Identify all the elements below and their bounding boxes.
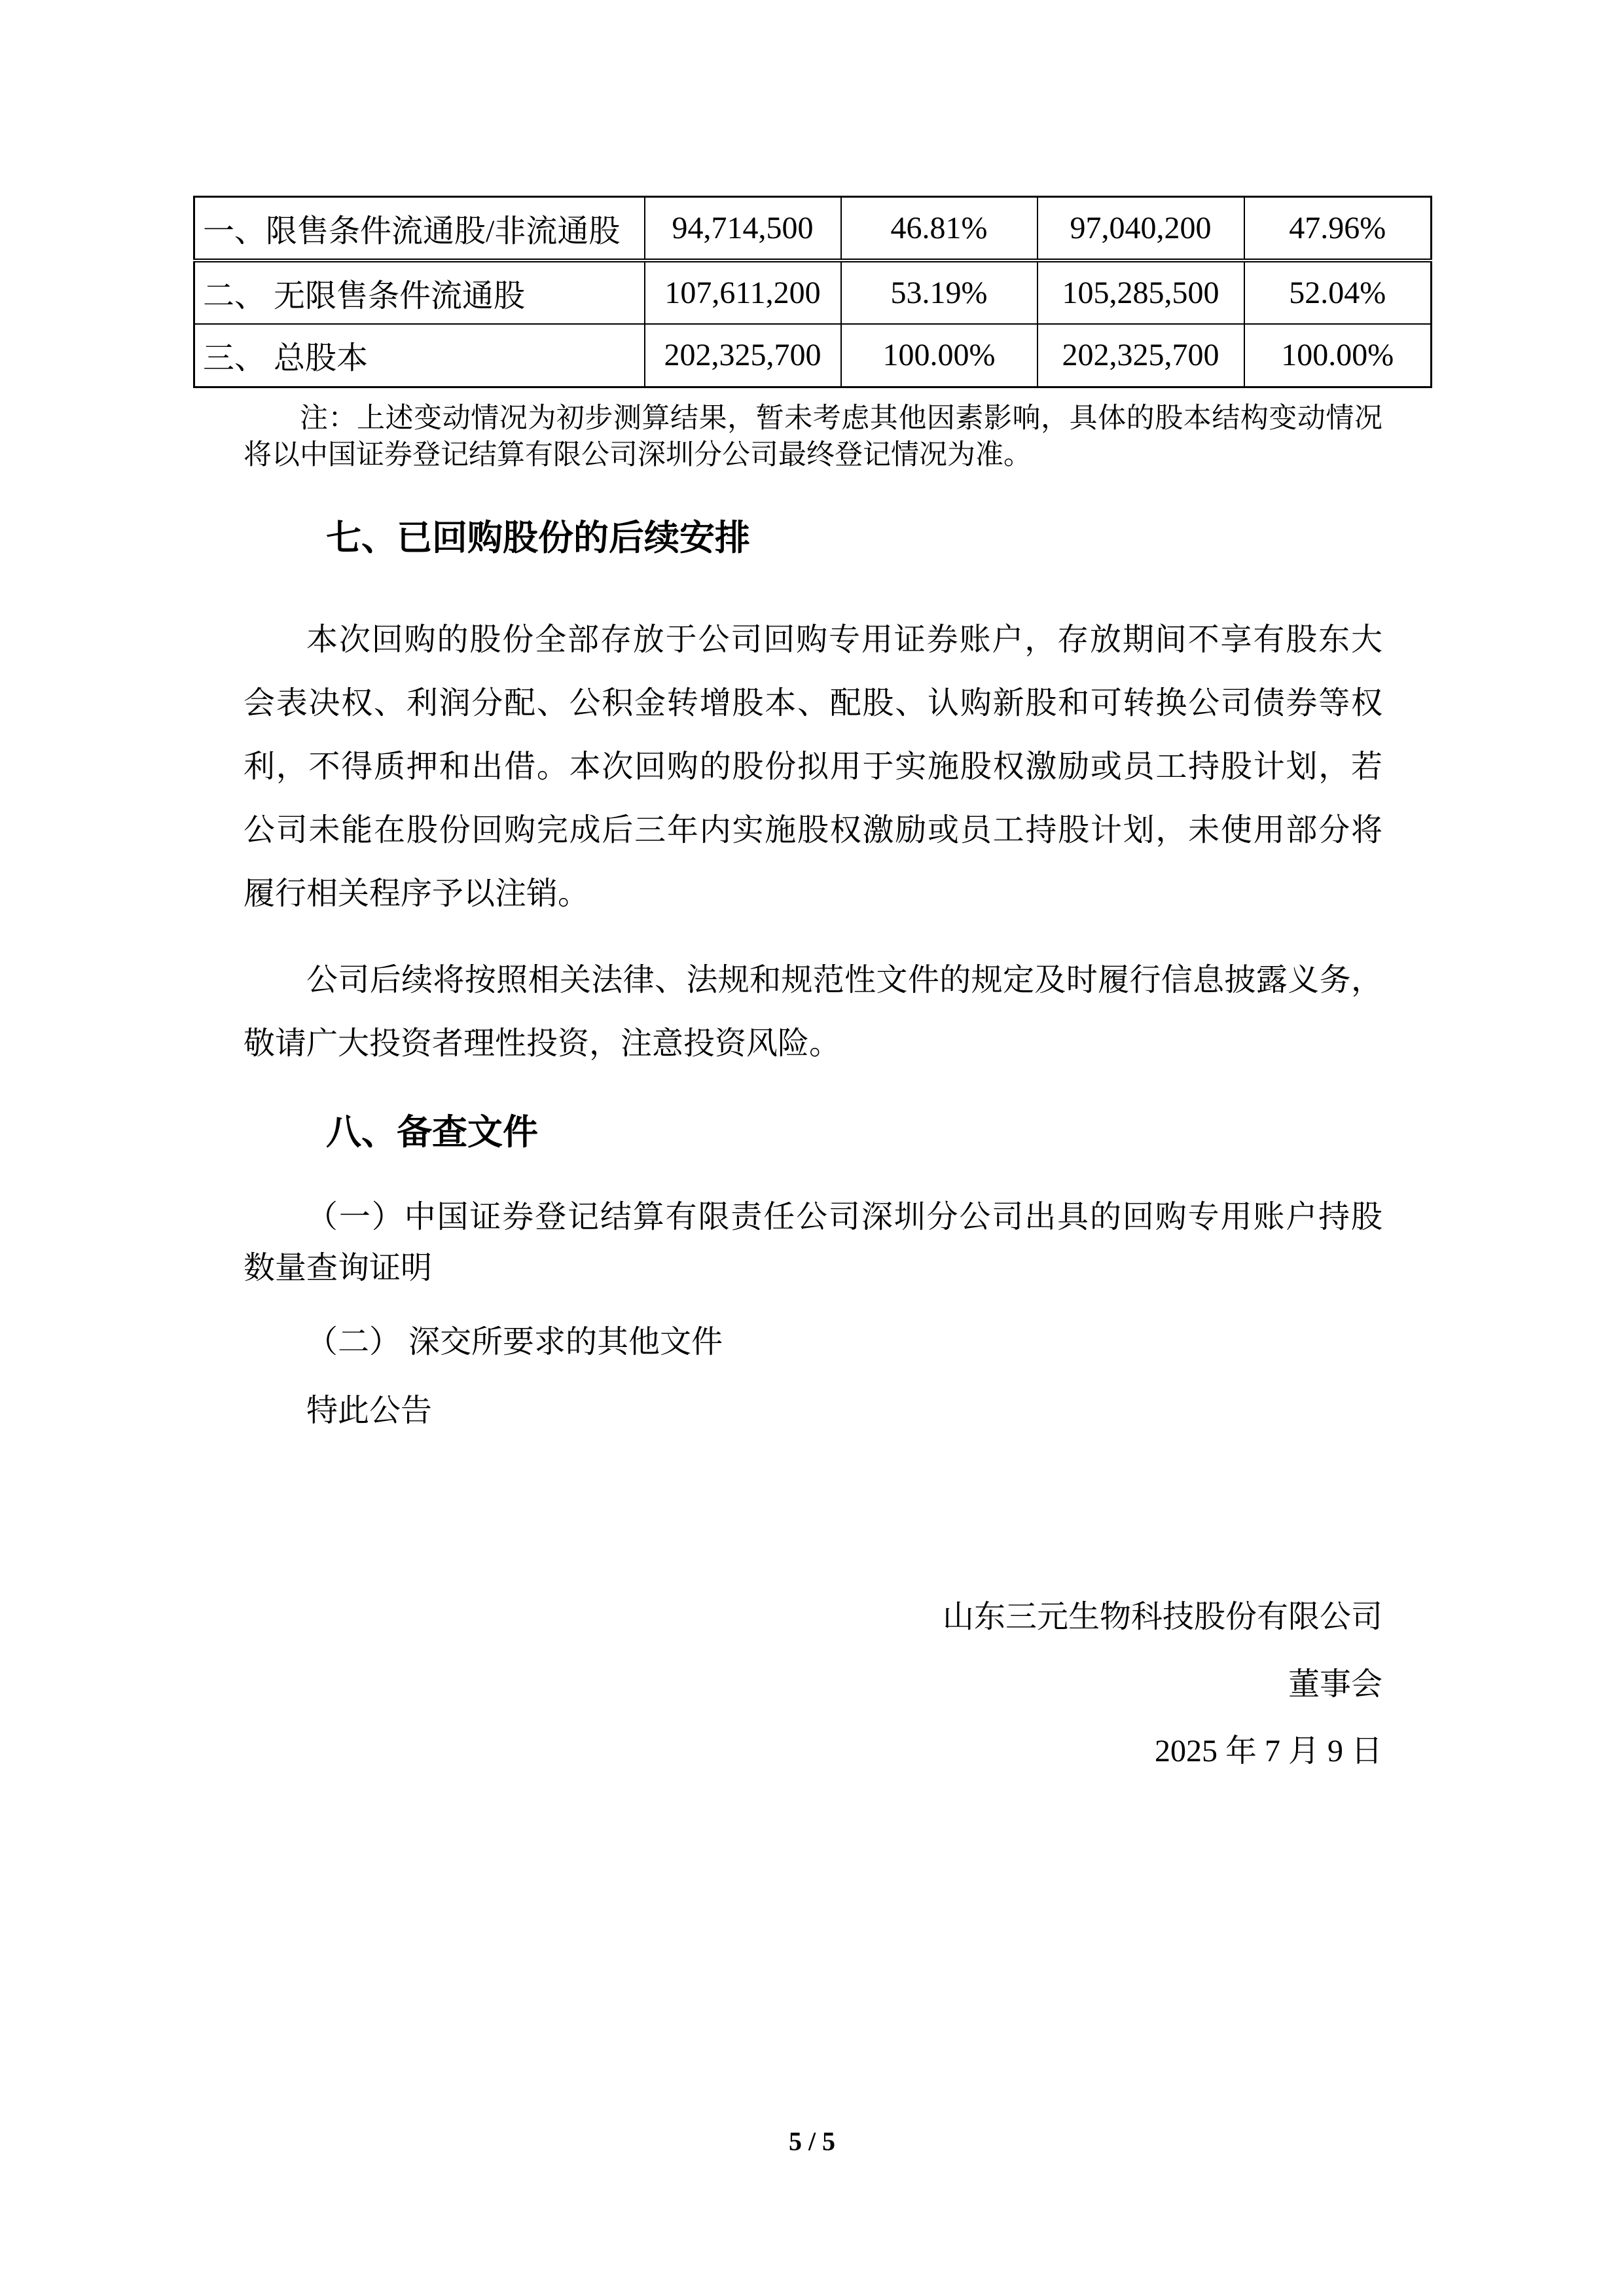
table-cell: 52.04% (1244, 260, 1432, 324)
table-cell: 100.00% (841, 324, 1038, 387)
table-cell: 202,325,700 (645, 324, 841, 387)
paragraph-line: 公司后续将按照相关法律、法规和规范性文件的规定及时履行信息披露义务， (306, 963, 1382, 997)
paragraph-line: 本次回购的股份全部存放于公司回购专用证券账户，存放期间不享有股东大 (306, 622, 1382, 657)
signature-date: 2025 年 7 月 9 日 (1154, 1734, 1382, 1768)
section-7-paragraph-2 (244, 948, 1382, 1075)
page-number: 5 / 5 (788, 2126, 836, 2156)
table-row-total-shares (194, 324, 1432, 387)
paragraph-line: 会表决权、利润分配、公积金转增股本、配股、认购新股和可转换公司债券等权 (244, 686, 1382, 721)
table-cell: 202,325,700 (1038, 324, 1244, 387)
note-line: 注：上述变动情况为初步测算结果，暂未考虑其他因素影响，具体的股本结构变动情况 (300, 403, 1382, 434)
table-cell: 53.19% (841, 260, 1038, 324)
note-line: 将以中国证券登记结算有限公司深圳分公司最终登记情况为准。 (244, 440, 1032, 471)
paragraph-line: 敬请广大投资者理性投资，注意投资风险。 (244, 1026, 841, 1061)
paragraph-line: （一）中国证券登记结算有限责任公司深圳分公司出具的回购专用账户持股 (306, 1200, 1382, 1234)
section-8-item-1 (244, 1192, 1382, 1294)
table-cell: 46.81% (841, 197, 1038, 260)
table-cell: 三、 总股本 (194, 324, 645, 387)
table-cell: 一、限售条件流通股/非流通股 (194, 197, 645, 260)
table-cell: 47.96% (1244, 197, 1432, 260)
section-7-heading: 七、已回购股份的后续安排 (326, 518, 750, 558)
table-note (244, 401, 1382, 474)
table-cell: 100.00% (1244, 324, 1432, 387)
paragraph-line: 数量查询证明 (244, 1251, 433, 1285)
section-7-paragraph-1 (244, 608, 1382, 925)
table-cell: 二、 无限售条件流通股 (194, 260, 645, 324)
table-cell: 107,611,200 (645, 260, 841, 324)
signature-company-name: 山东三元生物科技股份有限公司 (942, 1600, 1382, 1634)
paragraph-line: 利，不得质押和出借。本次回购的股份拟用于实施股权激励或员工持股计划，若 (244, 749, 1382, 784)
signature-board: 董事会 (1288, 1667, 1382, 1702)
table-cell: 94,714,500 (645, 197, 841, 260)
paragraph-line: （二） 深交所要求的其他文件 (306, 1325, 723, 1359)
section-8-heading: 八、备查文件 (326, 1113, 538, 1152)
table-cell: 97,040,200 (1038, 197, 1244, 260)
closing-statement (244, 1386, 1382, 1437)
paragraph-line: 履行相关程序予以注销。 (244, 876, 590, 911)
table-row-restricted-shares (194, 197, 1432, 260)
section-8-item-2 (244, 1317, 1382, 1368)
table-row-unrestricted-shares (194, 260, 1432, 324)
table-cell: 105,285,500 (1038, 260, 1244, 324)
share-structure-table (193, 196, 1432, 388)
paragraph-line: 公司未能在股份回购完成后三年内实施股权激励或员工持股计划，未使用部分将 (244, 813, 1382, 848)
paragraph-line: 特此公告 (306, 1393, 433, 1428)
